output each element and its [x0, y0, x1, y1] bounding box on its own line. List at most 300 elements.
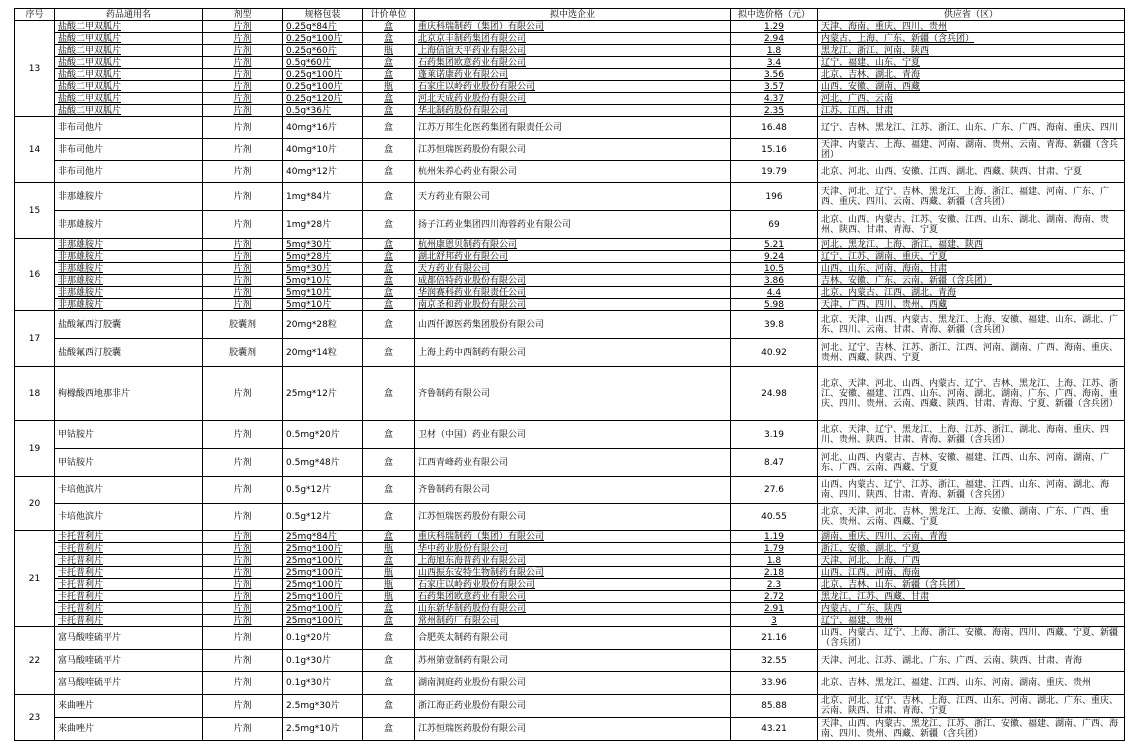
table-row — [15, 695, 1125, 718]
price-cell — [731, 579, 818, 591]
company-cell-text: 华北制药股份有限公司 — [418, 105, 509, 116]
table-row — [15, 117, 1125, 139]
unit-cell-text: 盒 — [383, 57, 393, 68]
company-cell — [415, 339, 731, 367]
dosage-form-cell-text: 片剂 — [233, 239, 252, 250]
company-cell — [415, 57, 731, 69]
provinces-cell-text: 北京、内蒙古、江西、湖北、青海 — [821, 287, 957, 298]
provinces-cell — [818, 421, 1125, 449]
spec-cell — [283, 567, 363, 579]
spec-cell — [283, 367, 363, 421]
drug-name-cell — [55, 105, 203, 117]
table-row — [15, 421, 1125, 449]
spec-cell-text: 40mg*12片 — [286, 166, 337, 177]
price-cell — [731, 477, 818, 504]
company-cell-text: 上海信谊天平药业有限公司 — [418, 45, 527, 56]
price-cell-text: 2.91 — [763, 603, 785, 614]
drug-name-cell — [55, 211, 203, 239]
spec-cell — [283, 117, 363, 139]
dosage-form-cell — [203, 117, 283, 139]
provinces-cell-text: 北京、河北、辽宁、吉林、上海、江西、山东、河南、湖北、广东、重庆、云南、陕西、甘肃、青海、宁夏 — [821, 696, 1119, 717]
price-cell-text: 43.21 — [761, 724, 787, 735]
price-cell-text: 24.98 — [761, 388, 787, 399]
spec-cell-text: 25mg*100片 — [286, 591, 343, 602]
unit-cell-text: 盒 — [383, 615, 393, 626]
provinces-cell-text: 黑龙江、浙江、河南、陕西 — [821, 45, 930, 56]
drug-name-cell — [55, 239, 203, 251]
drug-name-cell-text: 盐酸二甲双胍片 — [58, 93, 122, 104]
table-row — [15, 239, 1125, 251]
spec-cell-text: 5mg*10片 — [286, 275, 332, 286]
unit-cell-text: 瓶 — [383, 543, 393, 554]
spec-cell — [283, 627, 363, 650]
price-cell-text: 19.79 — [761, 166, 787, 177]
price-cell — [731, 69, 818, 81]
unit-cell-text: 盒 — [383, 388, 393, 399]
provinces-cell-text: 辽宁、福建、山东、宁夏 — [821, 57, 921, 68]
provinces-cell-text: 江苏、江西、甘肃 — [821, 105, 894, 116]
table-row — [15, 299, 1125, 311]
spec-cell-text: 25mg*84片 — [286, 531, 337, 542]
spec-cell — [283, 275, 363, 287]
company-cell — [415, 139, 731, 161]
spec-cell-text: 2.5mg*30片 — [286, 701, 340, 712]
dosage-form-cell — [203, 263, 283, 275]
provinces-cell — [818, 57, 1125, 69]
drug-name-cell-text: 卡托普利片 — [58, 567, 104, 578]
price-cell-text: 33.96 — [761, 678, 787, 689]
company-cell-text: 常州制药厂有限公司 — [418, 615, 500, 626]
unit-cell — [363, 21, 415, 33]
company-cell-text: 上海上药中西制药有限公司 — [418, 347, 527, 358]
drug-name-cell — [55, 45, 203, 57]
price-cell — [731, 21, 818, 33]
table-row — [15, 477, 1125, 504]
unit-cell-text: 盒 — [383, 239, 393, 250]
unit-cell — [363, 649, 415, 672]
spec-cell-text: 0.25g*84片 — [286, 21, 337, 32]
table-row — [15, 627, 1125, 650]
dosage-form-cell — [203, 649, 283, 672]
company-cell-text: 上海旭东海普药业有限公司 — [418, 555, 527, 566]
provinces-cell-text: 山西、山东、河南、海南、甘肃 — [821, 263, 948, 274]
price-cell — [731, 567, 818, 579]
unit-cell — [363, 93, 415, 105]
provinces-cell — [818, 21, 1125, 33]
provinces-cell-text: 天津、海南、重庆、四川、贵州 — [821, 21, 948, 32]
dosage-form-cell-text: 片剂 — [233, 579, 252, 590]
provinces-cell — [818, 649, 1125, 672]
drug-name-cell — [55, 421, 203, 449]
unit-cell — [363, 449, 415, 477]
unit-cell — [363, 81, 415, 93]
dosage-form-cell-text: 片剂 — [233, 275, 252, 286]
spec-cell-text: 0.1g*30片 — [286, 678, 331, 689]
spec-cell-text: 0.5mg*20片 — [286, 429, 340, 440]
company-cell — [415, 477, 731, 504]
provinces-cell-text: 天津、山西、内蒙古、黑龙江、江苏、浙江、安徽、福建、湖南、广西、海南、四川、贵州、西藏、新疆（含兵团） — [821, 719, 1119, 740]
price-cell — [731, 93, 818, 105]
spec-cell — [283, 93, 363, 105]
drug-name-cell — [55, 543, 203, 555]
drug-name-cell-text: 盐酸二甲双胍片 — [58, 81, 122, 92]
provinces-cell — [818, 117, 1125, 139]
drug-name-cell — [55, 504, 203, 531]
spec-cell-text: 1mg*28片 — [286, 219, 332, 230]
spec-cell — [283, 649, 363, 672]
provinces-cell-text: 北京、吉林、黑龙江、福建、江西、山东、河南、湖南、重庆、贵州 — [821, 678, 1092, 689]
drug-name-cell — [55, 367, 203, 421]
price-cell-text: 40.55 — [761, 512, 787, 522]
provinces-cell-text: 河北、山西、内蒙古、吉林、安徽、福建、江西、山东、河南、湖南、广东、广西、云南、西藏、宁夏 — [821, 452, 1110, 473]
price-cell — [731, 211, 818, 239]
provinces-cell-text: 山西、内蒙古、辽宁、上海、浙江、安徽、海南、四川、西藏、宁夏、新疆（含兵团） — [821, 627, 1119, 648]
dosage-form-cell-text: 片剂 — [233, 122, 252, 133]
price-cell — [731, 367, 818, 421]
provinces-cell-text: 北京、天津、河北、吉林、黑龙江、上海、安徽、湖南、广东、广西、重庆、贵州、云南、西藏、宁夏 — [821, 507, 1110, 527]
spec-cell — [283, 695, 363, 718]
company-cell — [415, 627, 731, 650]
unit-cell-text: 盒 — [383, 512, 393, 522]
company-cell — [415, 299, 731, 311]
table-row — [15, 33, 1125, 45]
unit-cell-text: 盒 — [383, 105, 393, 116]
provinces-cell — [818, 105, 1125, 117]
drug-name-cell-text: 非那雄胺片 — [58, 263, 104, 274]
drug-name-cell — [55, 615, 203, 627]
dosage-form-cell — [203, 695, 283, 718]
drug-name-cell — [55, 311, 203, 339]
provinces-cell — [818, 477, 1125, 504]
spec-cell-text: 25mg*100片 — [286, 579, 343, 590]
provinces-cell-text: 湖南、重庆、四川、云南、青海 — [821, 531, 948, 542]
price-cell — [731, 615, 818, 627]
price-cell — [731, 299, 818, 311]
dosage-form-cell-text: 片剂 — [233, 263, 252, 274]
drug-name-cell-text: 甲钴胺片 — [58, 429, 95, 440]
drug-name-cell — [55, 161, 203, 183]
drug-name-cell — [55, 81, 203, 93]
dosage-form-cell-text: 片剂 — [233, 251, 252, 262]
unit-cell — [363, 603, 415, 615]
unit-cell — [363, 311, 415, 339]
unit-cell-text: 盒 — [383, 531, 393, 542]
provinces-cell — [818, 299, 1125, 311]
dosage-form-cell-text: 片剂 — [233, 105, 252, 116]
dosage-form-cell-text: 片剂 — [233, 33, 252, 44]
price-cell — [731, 531, 818, 543]
unit-cell-text: 盒 — [383, 632, 393, 643]
dosage-form-cell — [203, 555, 283, 567]
price-cell-text: 8.47 — [763, 457, 785, 468]
table-row — [15, 275, 1125, 287]
drug-name-cell-text: 富马酸喹硫平片 — [58, 632, 122, 643]
unit-cell-text: 盒 — [383, 144, 393, 155]
provinces-cell — [818, 718, 1125, 741]
drug-name-cell — [55, 718, 203, 741]
provinces-cell — [818, 504, 1125, 531]
unit-cell — [363, 591, 415, 603]
spec-cell — [283, 615, 363, 627]
header-provinces: 供应省（区） — [818, 9, 1125, 21]
provinces-cell — [818, 672, 1125, 695]
drug-name-cell-text: 卡托普利片 — [58, 591, 104, 602]
dosage-form-cell — [203, 275, 283, 287]
price-cell — [731, 543, 818, 555]
price-cell — [731, 718, 818, 741]
dosage-form-cell-text: 片剂 — [233, 655, 252, 666]
company-cell-text: 江苏恒瑞医药股份有限公司 — [418, 724, 527, 735]
provinces-cell-text: 山西、内蒙古、辽宁、江苏、浙江、福建、江西、山东、河南、湖北、海南、四川、陕西、甘肃、青海、新疆（含兵团） — [821, 480, 1110, 500]
unit-cell-text: 盒 — [383, 21, 393, 32]
drug-name-cell — [55, 477, 203, 504]
drug-name-cell — [55, 93, 203, 105]
provinces-cell — [818, 531, 1125, 543]
dosage-form-cell-text: 片剂 — [233, 191, 252, 202]
spec-cell — [283, 477, 363, 504]
spec-cell-text: 5mg*30片 — [286, 263, 332, 274]
drug-name-cell — [55, 627, 203, 650]
price-cell — [731, 239, 818, 251]
company-cell-text: 山西振东安特生物制药有限公司 — [418, 567, 545, 578]
spec-cell-text: 0.25g*60片 — [286, 45, 337, 56]
spec-cell — [283, 57, 363, 69]
provinces-cell-text: 辽宁、福建、贵州 — [821, 615, 894, 626]
company-cell-text: 石药集团欧意药业有限公司 — [418, 591, 527, 602]
drug-name-cell — [55, 695, 203, 718]
seq-number-cell: 22 — [15, 627, 55, 695]
dosage-form-cell — [203, 339, 283, 367]
spec-cell-text: 20mg*14粒 — [286, 347, 337, 358]
company-cell — [415, 263, 731, 275]
unit-cell-text: 盒 — [383, 485, 393, 495]
drug-name-cell-text: 卡托普利片 — [58, 579, 104, 590]
unit-cell-text: 盒 — [383, 655, 393, 666]
provinces-cell-text: 天津、广西、四川、贵州、西藏 — [821, 299, 948, 310]
spec-cell-text: 25mg*100片 — [286, 567, 343, 578]
price-cell-text: 1.29 — [763, 21, 785, 32]
provinces-cell — [818, 275, 1125, 287]
price-cell-text: 196 — [765, 191, 783, 202]
spec-cell-text: 5mg*28片 — [286, 251, 332, 262]
dosage-form-cell — [203, 627, 283, 650]
spec-cell — [283, 139, 363, 161]
unit-cell — [363, 672, 415, 695]
dosage-form-cell-text: 片剂 — [233, 603, 252, 614]
spec-cell-text: 0.1g*30片 — [286, 655, 331, 666]
spec-cell — [283, 449, 363, 477]
company-cell-text: 江苏万邦生化医药集团有限责任公司 — [418, 122, 563, 133]
dosage-form-cell — [203, 579, 283, 591]
spec-cell — [283, 33, 363, 45]
provinces-cell — [818, 543, 1125, 555]
dosage-form-cell-text: 片剂 — [233, 69, 252, 80]
provinces-cell — [818, 695, 1125, 718]
dosage-form-cell — [203, 718, 283, 741]
spec-cell-text: 0.25g*100片 — [286, 69, 343, 80]
procurement-table — [14, 8, 1125, 741]
header-form: 剂型 — [203, 9, 283, 21]
spec-cell-text: 0.1g*20片 — [286, 632, 331, 643]
company-cell — [415, 275, 731, 287]
spec-cell — [283, 579, 363, 591]
unit-cell-text: 盒 — [383, 701, 393, 712]
table-row — [15, 69, 1125, 81]
table-row — [15, 161, 1125, 183]
drug-name-cell-text: 非那雄胺片 — [58, 191, 104, 202]
provinces-cell — [818, 251, 1125, 263]
dosage-form-cell-text: 片剂 — [233, 678, 252, 689]
dosage-form-cell-text: 片剂 — [233, 299, 252, 310]
unit-cell — [363, 161, 415, 183]
provinces-cell — [818, 161, 1125, 183]
drug-name-cell — [55, 567, 203, 579]
header-seq: 序号 — [15, 9, 55, 21]
price-cell-text: 2.94 — [763, 33, 785, 44]
drug-name-cell — [55, 287, 203, 299]
seq-number-cell: 13 — [15, 21, 55, 117]
unit-cell-text: 盒 — [383, 724, 393, 735]
table-row — [15, 649, 1125, 672]
spec-cell — [283, 81, 363, 93]
table-row — [15, 339, 1125, 367]
dosage-form-cell-text: 片剂 — [233, 567, 252, 578]
dosage-form-cell-text: 片剂 — [233, 512, 252, 522]
drug-name-cell-text: 枸橼酸西地那非片 — [58, 388, 131, 399]
company-cell-text: 南京圣和药业股份有限公司 — [418, 299, 527, 310]
price-cell-text: 1.8 — [766, 555, 782, 566]
spec-cell-text: 25mg*100片 — [286, 615, 343, 626]
seq-number-cell: 18 — [15, 367, 55, 421]
price-cell-text: 3 — [771, 615, 777, 626]
company-cell-text: 蓬莱诺康药业有限公司 — [418, 69, 509, 80]
drug-name-cell — [55, 57, 203, 69]
dosage-form-cell — [203, 477, 283, 504]
spec-cell — [283, 45, 363, 57]
provinces-cell-text: 黑龙江、江苏、西藏、甘肃 — [821, 591, 930, 602]
price-cell — [731, 183, 818, 211]
dosage-form-cell-text: 片剂 — [233, 457, 252, 468]
provinces-cell-text: 河北、黑龙江、上海、浙江、福建、陕西 — [821, 239, 984, 250]
drug-name-cell-text: 盐酸二甲双胍片 — [58, 21, 122, 32]
price-cell-text: 15.16 — [761, 144, 787, 155]
provinces-cell — [818, 211, 1125, 239]
price-cell — [731, 421, 818, 449]
dosage-form-cell-text: 片剂 — [233, 485, 252, 495]
provinces-cell — [818, 311, 1125, 339]
company-cell-text: 天方药业有限公司 — [418, 263, 491, 274]
spec-cell-text: 5mg*10片 — [286, 299, 332, 310]
drug-name-cell-text: 盐酸二甲双胍片 — [58, 45, 122, 56]
price-cell-text: 2.3 — [766, 579, 782, 590]
dosage-form-cell — [203, 21, 283, 33]
unit-cell — [363, 477, 415, 504]
spec-cell — [283, 69, 363, 81]
spec-cell — [283, 287, 363, 299]
unit-cell-text: 瓶 — [383, 579, 393, 590]
seq-number-cell: 20 — [15, 477, 55, 531]
spec-cell — [283, 183, 363, 211]
price-cell-text: 27.6 — [763, 485, 785, 495]
spec-cell-text: 5mg*10片 — [286, 287, 332, 298]
company-cell — [415, 311, 731, 339]
price-cell-text: 4.37 — [763, 93, 785, 104]
unit-cell-text: 盒 — [383, 219, 393, 230]
drug-name-cell — [55, 579, 203, 591]
company-cell — [415, 695, 731, 718]
drug-name-cell — [55, 339, 203, 367]
table-row — [15, 672, 1125, 695]
provinces-cell — [818, 367, 1125, 421]
spec-cell — [283, 299, 363, 311]
spec-cell-text: 0.5g*36片 — [286, 105, 331, 116]
spec-cell — [283, 531, 363, 543]
provinces-cell-text: 北京、山西、内蒙古、江苏、安徽、江西、山东、湖北、湖南、海南、贵州、陕西、甘肃、青海、宁夏 — [821, 214, 1110, 235]
unit-cell — [363, 367, 415, 421]
drug-name-cell-text: 卡托普利片 — [58, 543, 104, 554]
unit-cell — [363, 263, 415, 275]
table-body — [15, 21, 1125, 741]
spec-cell — [283, 311, 363, 339]
provinces-cell-text: 浙江、安徽、湖北、宁夏 — [821, 543, 921, 554]
drug-name-cell-text: 来曲唑片 — [58, 724, 95, 735]
price-cell-text: 1.8 — [766, 45, 782, 56]
dosage-form-cell-text: 片剂 — [233, 555, 252, 566]
spec-cell-text: 0.5g*60片 — [286, 57, 331, 68]
price-cell — [731, 161, 818, 183]
company-cell — [415, 367, 731, 421]
drug-name-cell — [55, 649, 203, 672]
unit-cell-text: 盒 — [383, 166, 393, 177]
company-cell — [415, 105, 731, 117]
dosage-form-cell-text: 片剂 — [233, 531, 252, 542]
dosage-form-cell — [203, 311, 283, 339]
spec-cell — [283, 105, 363, 117]
table-row — [15, 504, 1125, 531]
price-cell — [731, 275, 818, 287]
price-cell-text: 5.98 — [763, 299, 785, 310]
provinces-cell — [818, 69, 1125, 81]
price-cell — [731, 627, 818, 650]
unit-cell — [363, 275, 415, 287]
drug-name-cell — [55, 531, 203, 543]
drug-name-cell — [55, 299, 203, 311]
company-cell — [415, 543, 731, 555]
unit-cell — [363, 211, 415, 239]
dosage-form-cell-text: 片剂 — [233, 287, 252, 298]
provinces-cell-text: 天津、内蒙古、上海、福建、河南、湖南、贵州、云南、青海、新疆（含兵团） — [821, 139, 1119, 160]
company-cell — [415, 649, 731, 672]
dosage-form-cell-text: 片剂 — [233, 166, 252, 177]
seq-number-cell: 17 — [15, 311, 55, 367]
drug-name-cell-text: 甲钴胺片 — [58, 457, 95, 468]
price-cell — [731, 287, 818, 299]
dosage-form-cell — [203, 139, 283, 161]
company-cell-text: 重庆科瑞制药（集团）有限公司 — [418, 531, 545, 542]
company-cell — [415, 93, 731, 105]
company-cell — [415, 672, 731, 695]
drug-name-cell-text: 盐酸二甲双胍片 — [58, 57, 122, 68]
drug-name-cell — [55, 139, 203, 161]
unit-cell — [363, 117, 415, 139]
dosage-form-cell — [203, 567, 283, 579]
seq-number-cell: 21 — [15, 531, 55, 627]
unit-cell-text: 盒 — [383, 191, 393, 202]
unit-cell — [363, 421, 415, 449]
dosage-form-cell-text: 片剂 — [233, 21, 252, 32]
price-cell-text: 9.24 — [763, 251, 785, 262]
company-cell-text: 齐鲁制药有限公司 — [418, 388, 491, 399]
